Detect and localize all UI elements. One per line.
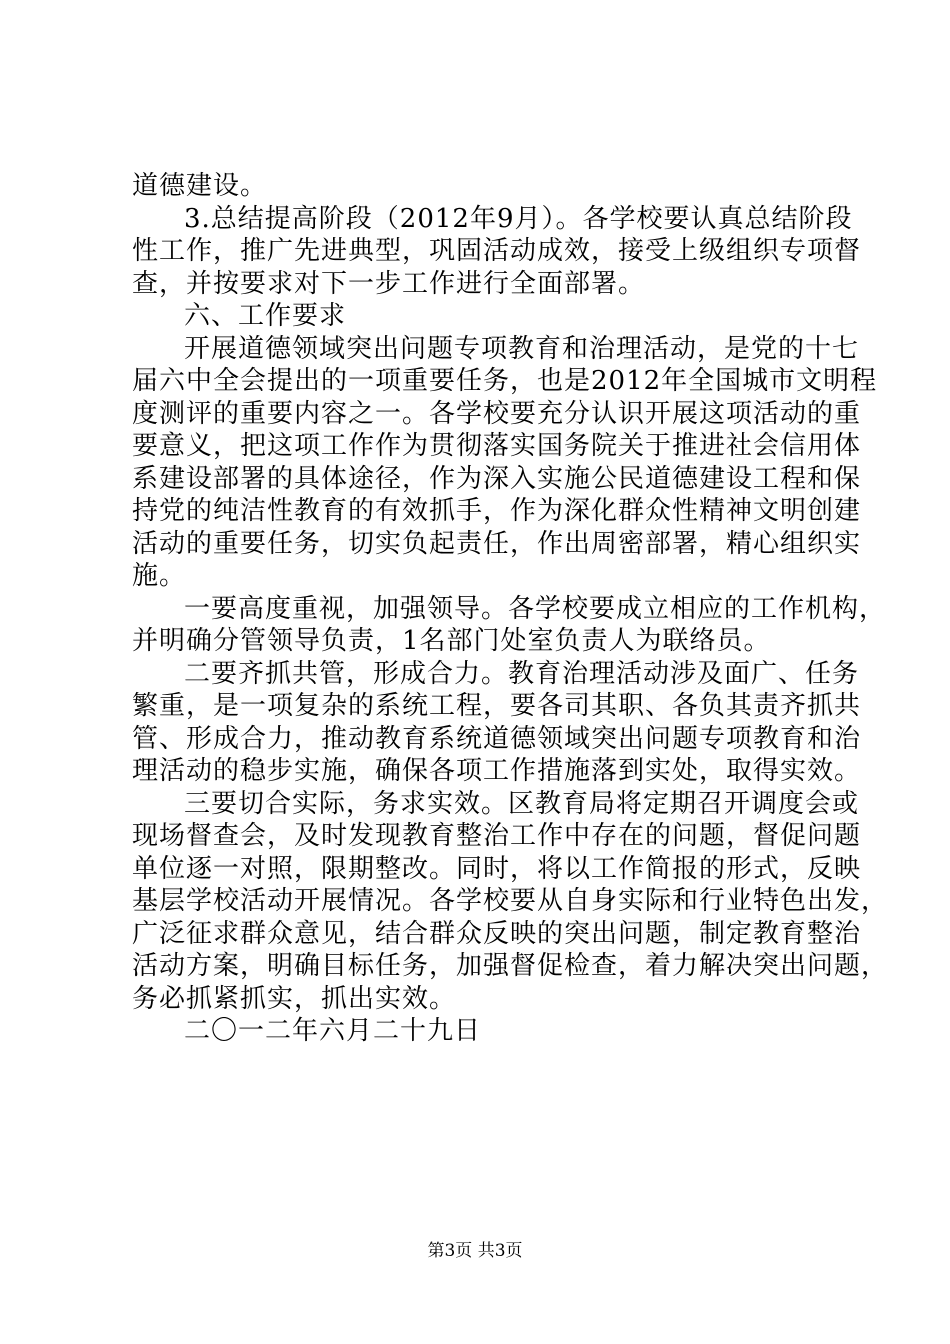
- text-line: 并明确分管领导负责，1名部门处室负责人为联络员。: [132, 626, 771, 656]
- text-line: 务必抓紧抓实，抓出实效。: [132, 983, 457, 1014]
- text-line: 二要齐抓共管，形成合力。教育治理活动涉及面广、任务: [184, 658, 860, 689]
- text-line: 届六中全会提出的一项重要任务，也是2012年全国城市文明程: [132, 366, 878, 396]
- text-line: 基层学校活动开展情况。各学校要从自身实际和行业特色出发，: [132, 886, 889, 916]
- text-line: 活动方案，明确目标任务，加强督促检查，着力解决突出问题，: [132, 951, 889, 981]
- text-line: 系建设部署的具体途径，作为深入实施公民道德建设工程和保: [132, 463, 862, 494]
- text-line: 理活动的稳步实施，确保各项工作措施落到实处，取得实效。: [132, 756, 862, 786]
- text-line: 管、形成合力，推动教育系统道德领域突出问题专项教育和治: [132, 723, 862, 754]
- document-date: 二〇一二年六月二十九日: [184, 1016, 482, 1046]
- text-line: 3.总结提高阶段（2012年9月）。各学校要认真总结阶段: [184, 203, 853, 234]
- text-line: 现场督查会，及时发现教育整治工作中存在的问题，督促问题: [132, 821, 862, 851]
- text-line: 三要切合实际，务求实效。区教育局将定期召开调度会或: [184, 788, 860, 819]
- text-line: 查，并按要求对下一步工作进行全面部署。: [132, 268, 646, 299]
- page-footer: [0, 1240, 950, 1262]
- text-line: 开展道德领域突出问题专项教育和治理活动，是党的十七: [184, 333, 860, 364]
- document-body: [132, 170, 889, 1048]
- text-line: 广泛征求群众意见，结合群众反映的突出问题，制定教育整治: [132, 918, 862, 949]
- text-line: 活动的重要任务，切实负起责任，作出周密部署，精心组织实: [132, 528, 862, 559]
- text-line: 性工作，推广先进典型，巩固活动成效，接受上级组织专项督: [132, 236, 862, 266]
- text-line: 繁重，是一项复杂的系统工程，要各司其职、各负其责齐抓共: [132, 691, 862, 721]
- text-line: 施。: [132, 561, 187, 591]
- text-line: 持党的纯洁性教育的有效抓手，作为深化群众性精神文明创建: [132, 496, 862, 526]
- section-heading: 六、工作要求: [184, 301, 347, 331]
- text-line: 要意义，把这项工作作为贯彻落实国务院关于推进社会信用体: [132, 431, 862, 461]
- text-line: 道德建设。: [132, 171, 268, 201]
- page-number: 第3页 共3页: [427, 1241, 523, 1261]
- text-line: 度测评的重要内容之一。各学校要充分认识开展这项活动的重: [132, 398, 862, 429]
- text-line: 单位逐一对照，限期整改。同时，将以工作简报的形式，反映: [132, 853, 862, 884]
- text-line: 一要高度重视，加强领导。各学校要成立相应的工作机构，: [184, 593, 887, 624]
